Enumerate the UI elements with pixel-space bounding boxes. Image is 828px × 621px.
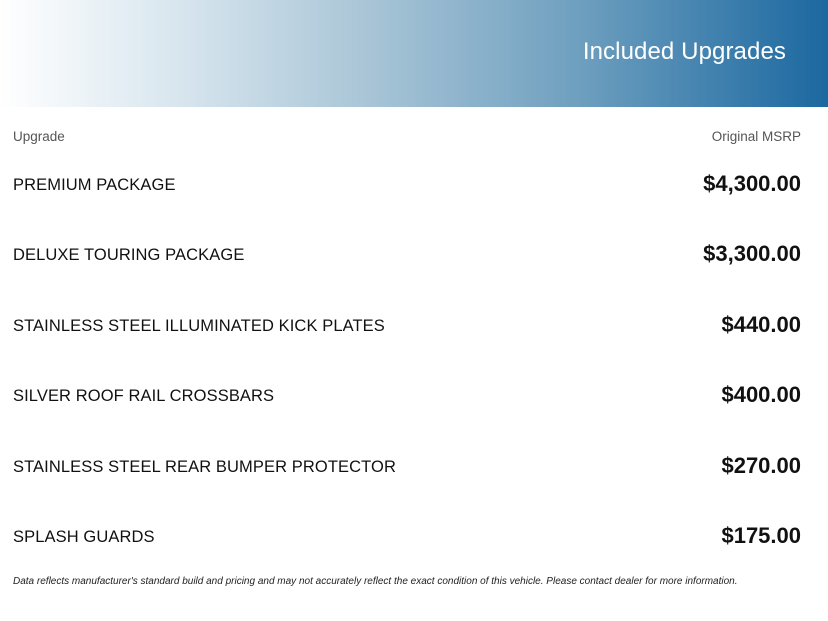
upgrade-price: $4,300.00 (703, 171, 801, 196)
disclaimer-text: Data reflects manufacturer's standard build and pricing and may not accurately reflect the exact condition of this vehicle. Please contact dealer for more information. (13, 576, 738, 587)
upgrade-price: $440.00 (721, 311, 801, 337)
list-item (13, 361, 801, 431)
column-header-msrp: Original MSRP (711, 129, 801, 144)
upgrade-name: STAINLESS STEEL REAR BUMPER PROTECTOR (13, 457, 396, 476)
upgrade-price: $400.00 (721, 382, 801, 408)
upgrade-name: SILVER ROOF RAIL CROSSBARS (13, 387, 275, 406)
page-title: Included Upgrades (582, 38, 786, 65)
upgrade-name: SPLASH GUARDS (13, 527, 155, 546)
header-banner (0, 0, 828, 107)
list-item (13, 432, 801, 502)
list-item (13, 502, 801, 572)
upgrade-price: $3,300.00 (703, 241, 801, 267)
upgrade-price: $175.00 (721, 522, 801, 548)
upgrade-name: STAINLESS STEEL ILLUMINATED KICK PLATES (13, 316, 385, 335)
upgrade-name: PREMIUM PACKAGE (13, 176, 176, 194)
list-item (13, 220, 801, 290)
upgrade-price: $270.00 (721, 452, 801, 478)
column-header-upgrade: Upgrade (13, 129, 65, 144)
list-item (13, 150, 801, 220)
column-headers (13, 129, 801, 147)
upgrade-name: DELUXE TOURING PACKAGE (13, 246, 245, 265)
list-item (13, 291, 801, 361)
upgrades-list (13, 150, 801, 572)
